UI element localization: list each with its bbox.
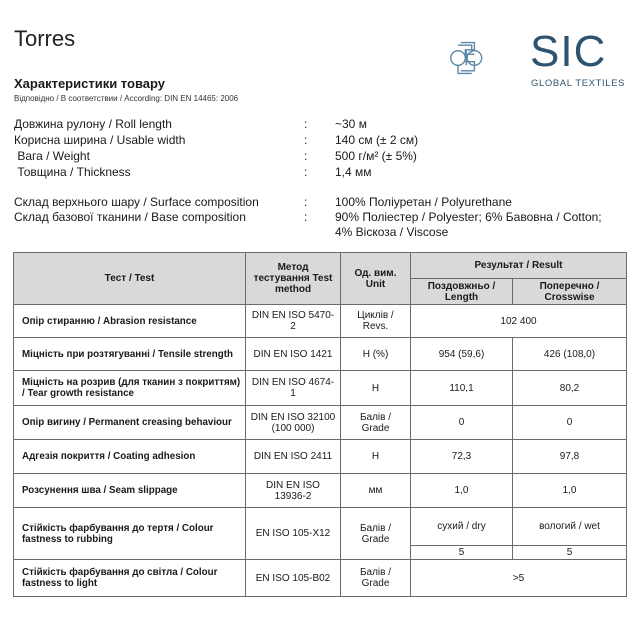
header-length: Поздовжньо / Length (411, 279, 513, 305)
composition-label: Склад верхнього шару / Surface composition (14, 195, 259, 209)
header-test: Тест / Test (14, 253, 246, 305)
logo-tagline: GLOBAL TEXTILES (531, 78, 626, 89)
header-unit: Од. вим. Unit (341, 253, 411, 305)
standard-note: Відповідно / В соответствии / According: DIN EN 14465: 2006 (14, 94, 239, 103)
test-length: 0 (411, 406, 513, 440)
test-name: Опір стиранню / Abrasion resistance (14, 305, 246, 338)
table-row (14, 440, 627, 474)
test-wet-label: вологий / wet (513, 508, 627, 546)
property-colon: : (304, 149, 308, 163)
test-unit: Балів / Grade (341, 560, 411, 597)
property-value: 1,4 мм (335, 165, 372, 179)
property-value: ~30 м (335, 117, 367, 131)
header-result: Результат / Result (411, 253, 627, 279)
test-wet-value: 5 (513, 546, 627, 560)
test-crosswise: 1,0 (513, 474, 627, 508)
property-row (14, 149, 614, 164)
test-crosswise: 97,8 (513, 440, 627, 474)
test-method: DIN EN ISO 32100 (100 000) (246, 406, 341, 440)
test-dry-value: 5 (411, 546, 513, 560)
composition-colon: : (304, 210, 308, 224)
property-label: Вага / Weight (14, 149, 90, 163)
test-value: 102 400 (411, 305, 627, 338)
section-title: Характеристики товару (14, 76, 165, 91)
test-unit: Балів / Grade (341, 508, 411, 560)
page-title: Torres (14, 26, 76, 51)
table-row (14, 560, 627, 597)
table-row (14, 371, 627, 406)
sic-logo-icon (448, 18, 530, 98)
logo-name: SIC (530, 27, 607, 76)
property-label: Довжина рулону / Roll length (14, 117, 172, 131)
test-crosswise: 0 (513, 406, 627, 440)
composition-value: 100% Поліуретан / Polyurethane (335, 195, 512, 209)
composition-value-cont: 4% Віскоза / Viscose (335, 225, 449, 239)
composition-row (14, 195, 614, 210)
test-unit: Циклів / Revs. (341, 305, 411, 338)
property-colon: : (304, 133, 308, 147)
composition-row (14, 210, 614, 225)
test-unit: мм (341, 474, 411, 508)
test-method: DIN EN ISO 5470-2 (246, 305, 341, 338)
test-name: Розсунення шва / Seam slippage (14, 474, 246, 508)
property-value: 500 г/м² (± 5%) (335, 149, 417, 163)
property-label: Корисна ширина / Usable width (14, 133, 186, 147)
test-crosswise: 80,2 (513, 371, 627, 406)
test-name: Опір вигину / Permanent creasing behaviour (14, 406, 246, 440)
table-row (14, 338, 627, 371)
property-row (14, 165, 614, 180)
test-crosswise: 426 (108,0) (513, 338, 627, 371)
composition-row-cont (14, 225, 614, 240)
property-row (14, 117, 614, 132)
test-length: 954 (59,6) (411, 338, 513, 371)
test-name: Стійкість фарбування до світла / Colour fastness to light (14, 560, 246, 597)
property-value: 140 см (± 2 см) (335, 133, 419, 147)
spec-table (13, 252, 627, 597)
test-method: EN ISO 105-X12 (246, 508, 341, 560)
test-length: 110,1 (411, 371, 513, 406)
test-length: 72,3 (411, 440, 513, 474)
property-label: Товщина / Thickness (14, 165, 131, 179)
table-row (14, 474, 627, 508)
test-name: Міцність при розтягуванні / Tensile strength (14, 338, 246, 371)
test-name: Стійкість фарбування до тертя / Colour fastness to rubbing (14, 508, 246, 560)
table-row (14, 305, 627, 338)
test-unit: Н (341, 371, 411, 406)
test-length: 1,0 (411, 474, 513, 508)
table-row (14, 406, 627, 440)
table-row (14, 508, 627, 546)
test-method: DIN EN ISO 2411 (246, 440, 341, 474)
test-name: Міцність на розрив (для тканин з покриттям) / Tear growth resistance (14, 371, 246, 406)
property-colon: : (304, 165, 308, 179)
header-method: Метод тестування Test method (246, 253, 341, 305)
composition-value: 90% Поліестер / Polyester; 6% Бавовна / Cotton; (335, 210, 602, 224)
test-unit: Н (341, 440, 411, 474)
property-colon: : (304, 117, 308, 131)
composition-colon: : (304, 195, 308, 209)
test-unit: Балів / Grade (341, 406, 411, 440)
header-crosswise: Поперечно / Crosswise (513, 279, 627, 305)
composition-label: Склад базової тканини / Base composition (14, 210, 246, 224)
test-method: DIN EN ISO 1421 (246, 338, 341, 371)
test-name: Адгезія покриття / Coating adhesion (14, 440, 246, 474)
test-method: DIN EN ISO 4674-1 (246, 371, 341, 406)
test-dry-label: сухий / dry (411, 508, 513, 546)
test-method: DIN EN ISO 13936-2 (246, 474, 341, 508)
test-value: >5 (411, 560, 627, 597)
property-row (14, 133, 614, 148)
test-method: EN ISO 105-B02 (246, 560, 341, 597)
test-unit: Н (%) (341, 338, 411, 371)
